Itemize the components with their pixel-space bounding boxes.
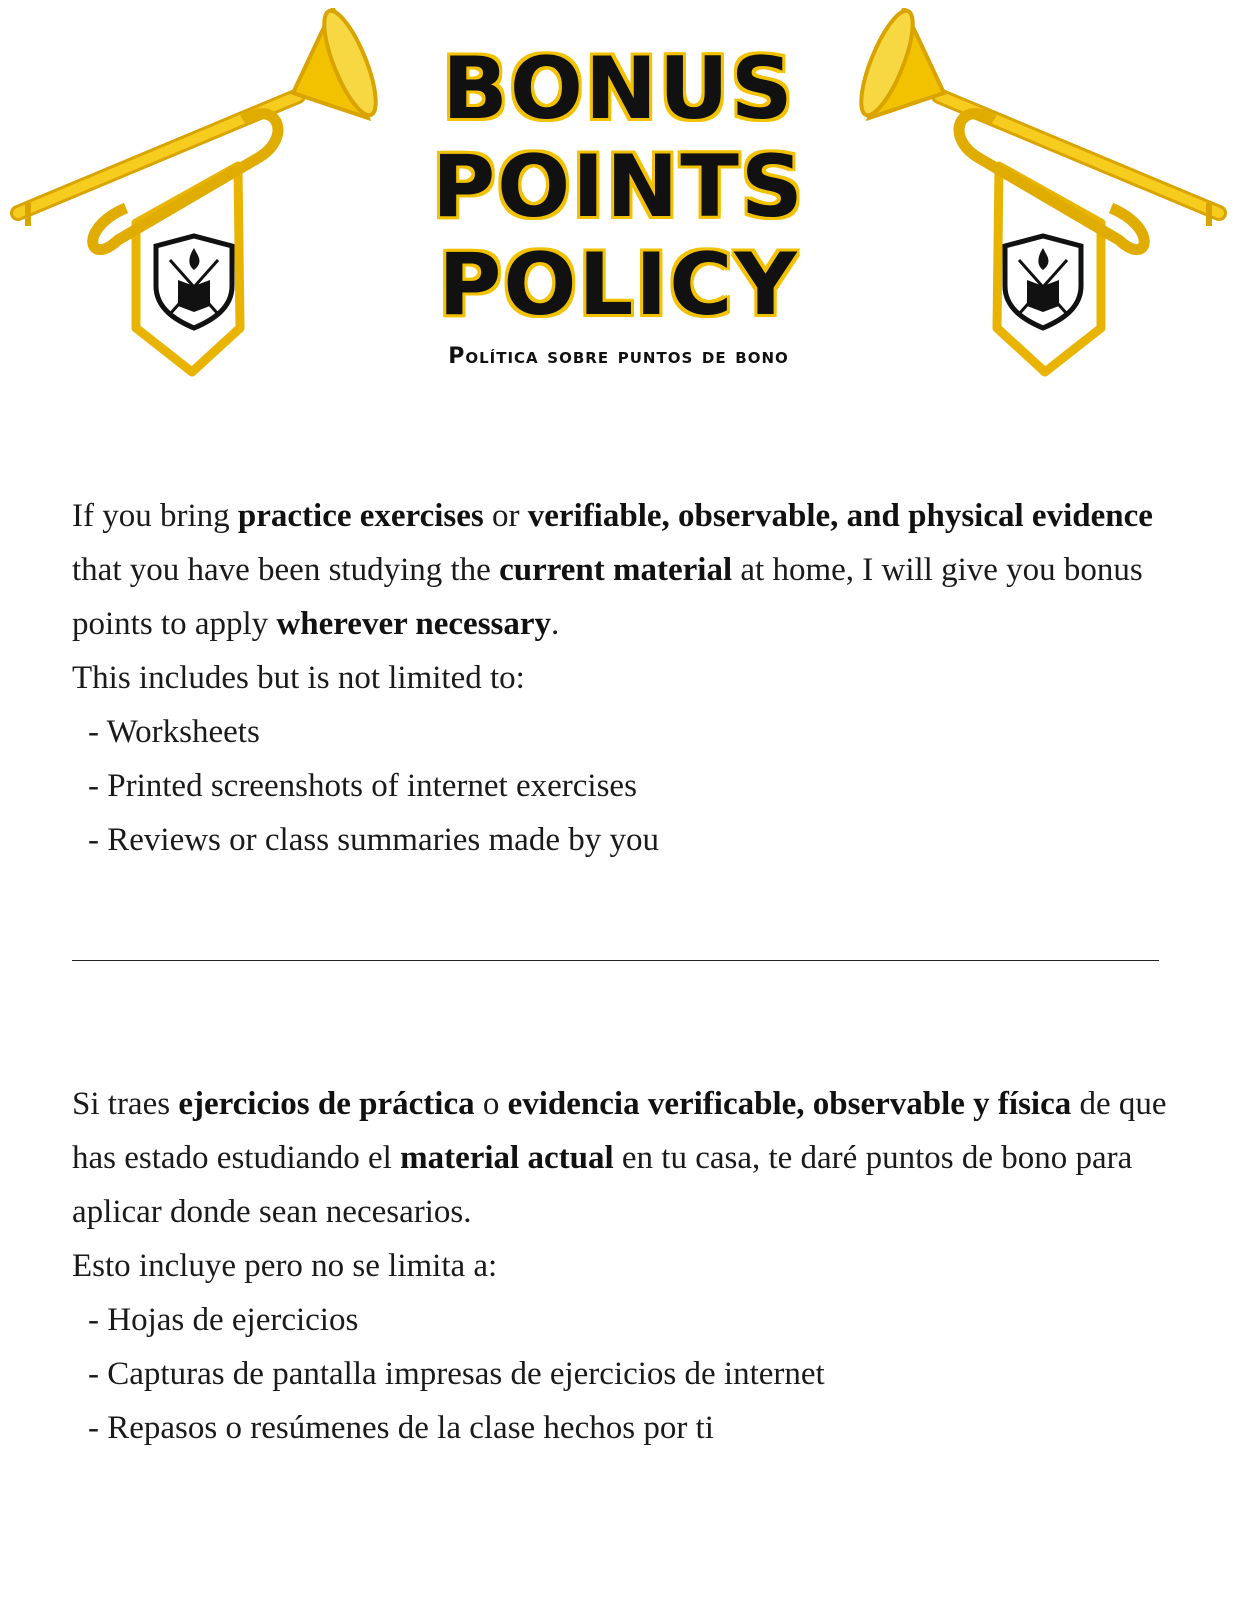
- title-line: BONUS: [442, 39, 795, 139]
- title-line: POINTS: [432, 137, 805, 237]
- page-title: [310, 40, 927, 334]
- header: [0, 0, 1237, 400]
- emphasis: verifiable, observable, and physical evidence: [527, 498, 1153, 534]
- list-item: - Reviews or class summaries made by you: [88, 813, 1182, 867]
- spanish-list: [72, 1293, 1182, 1455]
- list-item: - Repasos o resúmenes de la clase hechos por ti: [88, 1401, 1182, 1455]
- emphasis: material actual: [400, 1140, 614, 1176]
- spanish-intro: Esto incluye pero no se limita a:: [72, 1248, 498, 1284]
- page-subtitle: Política sobre puntos de bono: [448, 344, 789, 369]
- english-section: [72, 489, 1182, 867]
- title-line: POLICY: [438, 235, 799, 335]
- english-list: [72, 705, 1182, 867]
- list-item: - Capturas de pantalla impresas de ejercicios de internet: [88, 1347, 1182, 1401]
- section-divider: [72, 960, 1159, 961]
- english-paragraph: If you bring practice exercises or verifiable, observable, and physical evidence that you have been studying the current material at home, I will give you bonus points to apply wherever necessary.: [72, 498, 1153, 642]
- english-intro: This includes but is not limited to:: [72, 660, 525, 696]
- emphasis: practice exercises: [237, 498, 484, 534]
- spanish-section: [72, 1077, 1182, 1455]
- list-item: - Printed screenshots of internet exercises: [88, 759, 1182, 813]
- emphasis: wherever necessary: [276, 606, 552, 642]
- trumpet-banner-shield-icon: [849, 8, 1229, 388]
- emphasis: current material: [499, 552, 733, 588]
- list-item: - Hojas de ejercicios: [88, 1293, 1182, 1347]
- emphasis: evidencia verificable, observable y física: [507, 1086, 1072, 1122]
- spanish-paragraph: Si traes ejercicios de práctica o evidencia verificable, observable y física de que has estado estudiando el material actual en tu casa, te daré puntos de bono para aplicar donde sean necesarios.: [72, 1086, 1167, 1230]
- emphasis: ejercicios de práctica: [178, 1086, 475, 1122]
- list-item: - Worksheets: [88, 705, 1182, 759]
